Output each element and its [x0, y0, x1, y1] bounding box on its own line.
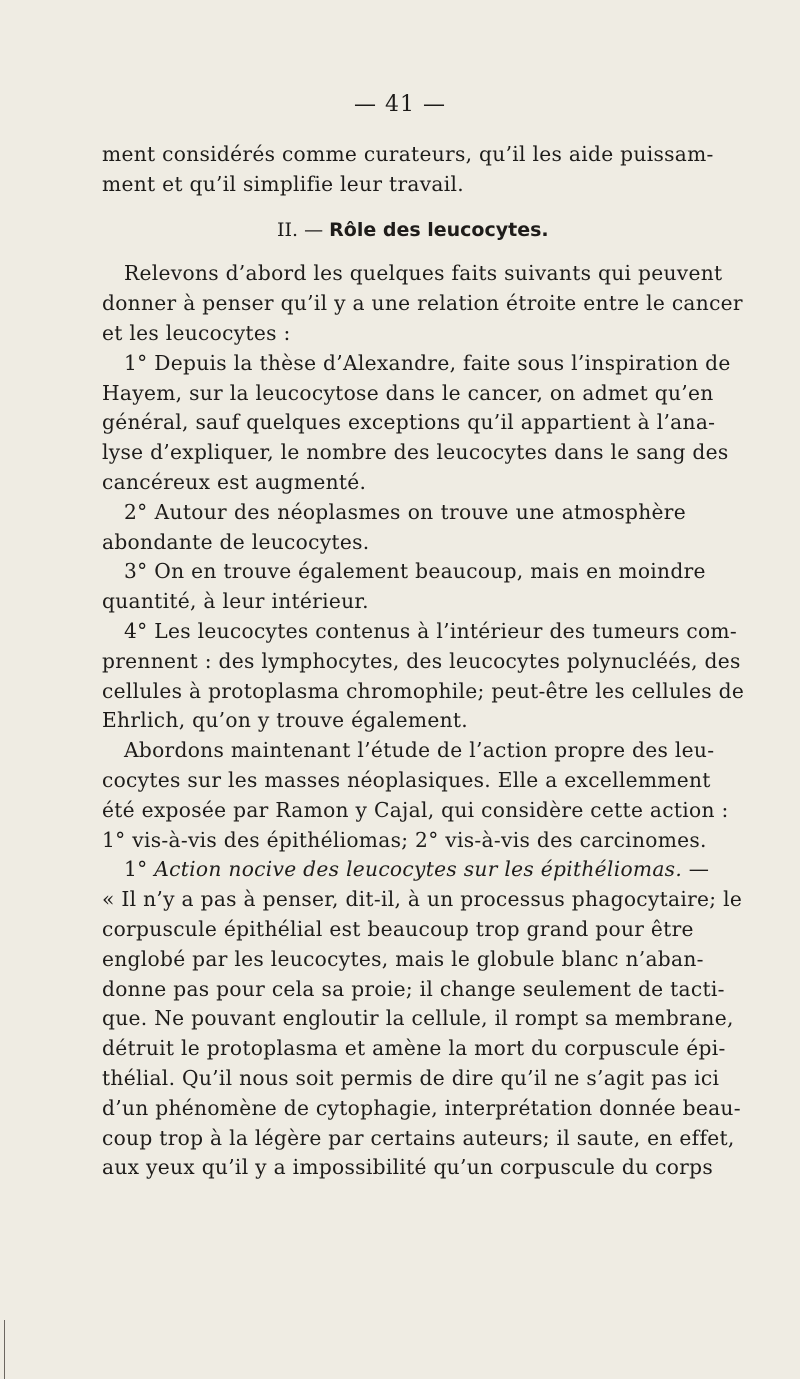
- text-line: prennent : des lymphocytes, des leucocytes polynucléés, des: [102, 648, 741, 673]
- text-line: Hayem, sur la leucocytose dans le cancer, on admet qu’en: [102, 380, 714, 405]
- text-line: cancéreux est augmenté.: [102, 469, 367, 494]
- text-line: abondante de leucocytes.: [102, 529, 370, 554]
- text-line: donne pas pour cela sa proie; il change seulement de tacti-: [102, 976, 725, 1001]
- text-line: Relevons d’abord les quelques faits suivants qui peuvent: [124, 261, 723, 286]
- page-number: — 41 —: [354, 92, 446, 117]
- text-line: donner à penser qu’il y a une relation étroite entre le cancer: [102, 291, 743, 316]
- text-line: cellules à protoplasma chromophile; peut-être les cellules de: [102, 678, 745, 703]
- text-line: lyse d’expliquer, le nombre des leucocytes dans le sang des: [102, 440, 729, 465]
- text-line: coup trop à la légère par certains auteurs; il saute, en effet,: [102, 1125, 735, 1150]
- text-line: ment considérés comme curateurs, qu’il les aide puissam-: [102, 142, 714, 166]
- text-line: été exposée par Ramon y Cajal, qui considère cette action :: [102, 797, 729, 822]
- text-line: d’un phénomène de cytophagie, interprétation donnée beau-: [102, 1095, 741, 1120]
- text-line: ment et qu’il simplifie leur travail.: [102, 171, 464, 196]
- text-line: aux yeux qu’il y a impossibilité qu’un corpuscule du corps: [102, 1155, 713, 1180]
- text-line: 1° vis-à-vis des épithéliomas; 2° vis-à-vis des carcinomes.: [102, 827, 707, 852]
- text-line: que. Ne pouvant engloutir la cellule, il rompt sa membrane,: [102, 1006, 734, 1031]
- text-line: et les leucocytes :: [102, 320, 291, 345]
- text-line: général, sauf quelques exceptions qu’il appartient à l’ana-: [102, 410, 716, 435]
- text-line: corpuscule épithélial est beaucoup trop grand pour être: [102, 916, 694, 941]
- subsection-dash: —: [682, 857, 710, 882]
- subsection-title: Action nocive des leucocytes sur les épithéliomas.: [154, 857, 683, 882]
- subsection-line: [102, 855, 710, 885]
- text-line: englobé par les leucocytes, mais le globule blanc n’aban-: [102, 946, 704, 971]
- text-line: 1° Depuis la thèse d’Alexandre, faite sous l’inspiration de: [124, 350, 731, 375]
- text-line: 3° On en trouve également beaucoup, mais en moindre: [124, 559, 706, 584]
- text-line: quantité, à leur intérieur.: [102, 589, 369, 614]
- text-line: 4° Les leucocytes contenus à l’intérieur des tumeurs com-: [124, 618, 737, 643]
- text-line: thélial. Qu’il nous soit permis de dire qu’il ne s’agit pas ici: [102, 1065, 720, 1090]
- text-line: Abordons maintenant l’étude de l’action propre des leu-: [124, 738, 715, 763]
- section-heading: [102, 216, 686, 246]
- body-text: [102, 140, 745, 1183]
- text-line: détruit le protoplasma et amène la mort du corpuscule épi-: [102, 1036, 726, 1061]
- text-line: « Il n’y a pas à penser, dit-il, à un processus phagocytaire; le: [102, 887, 743, 912]
- text-line: 2° Autour des néoplasmes on trouve une atmosphère: [124, 499, 686, 524]
- text-line: Ehrlich, qu’on y trouve également.: [102, 708, 468, 733]
- text-line: cocytes sur les masses néoplasiques. Elle a excellemment: [102, 767, 711, 792]
- scan-edge-line: [4, 1320, 5, 1379]
- section-title: Rôle des leucocytes.: [329, 218, 549, 241]
- subsection-number: 1°: [124, 857, 155, 882]
- section-numeral: II. —: [277, 218, 330, 241]
